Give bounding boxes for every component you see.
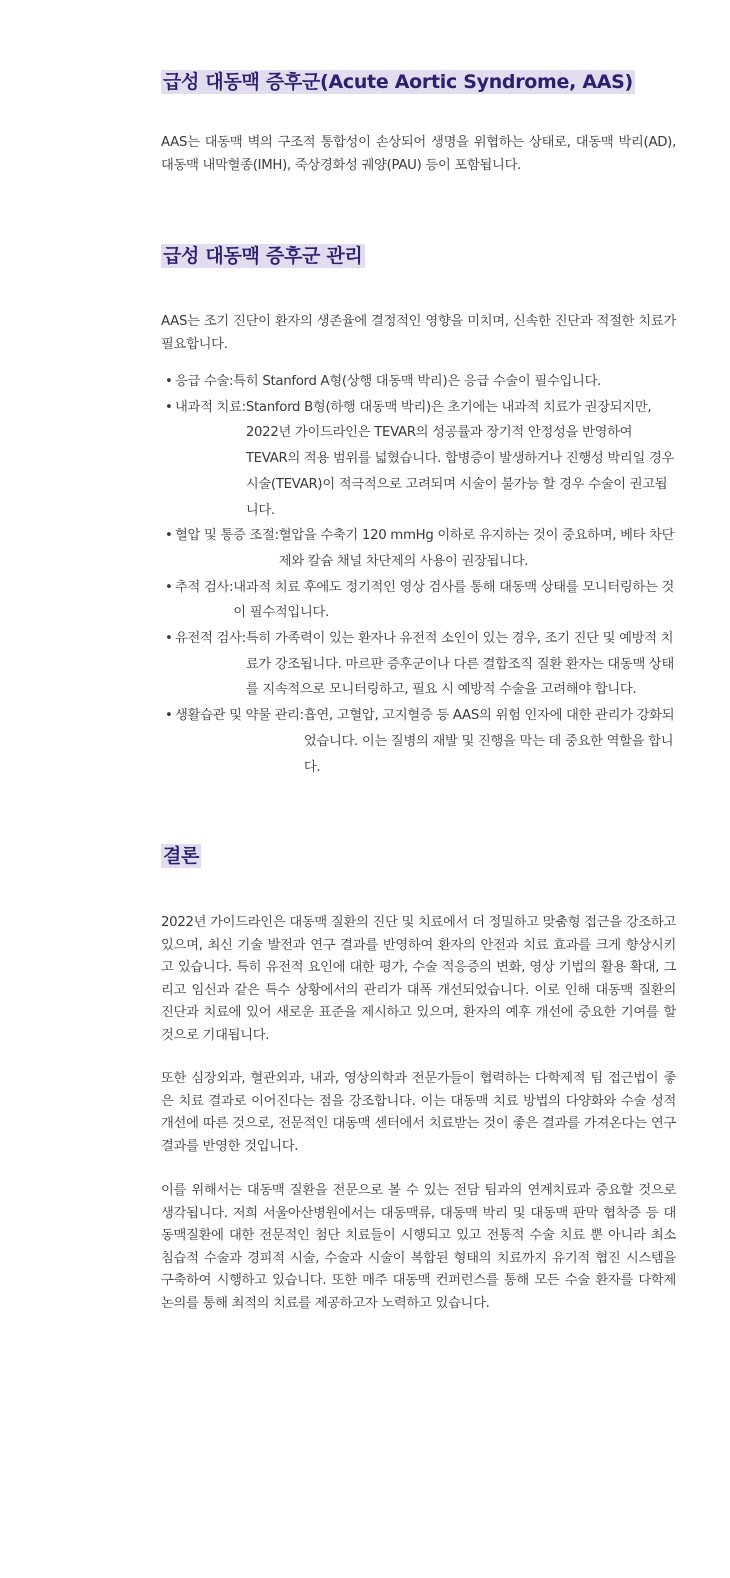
list-item-label: 내과적 치료: — [175, 399, 246, 415]
list-item-label: 추적 검사: — [175, 579, 234, 595]
list-item-text: 특히 Stanford A형(상행 대동맥 박리)은 응급 수술이 필수입니다. — [233, 374, 602, 389]
management-intro-paragraph: AAS는 조기 진단이 환자의 생존율에 결정적인 영향을 미치며, 신속한 진단과 적절한 치료가 필요합니다. — [161, 314, 676, 352]
list-item-label: 생활습관 및 약물 관리: — [175, 708, 304, 724]
section-title-management: 급성 대동맥 증후군 관리 — [163, 245, 363, 267]
bullet-icon: • — [165, 579, 173, 595]
conclusion-paragraph: 2022년 가이드라인은 대동맥 질환의 진단 및 치료에서 더 정밀하고 맞춤형 접근을 강조하고 있으며, 최신 기술 발전과 연구 결과를 반영하여 환자의 안전과 치료 효과를 크게 향상시키고 있습니다. 특히 유전적 요인에 대한 평가, 수술 적응증의 변화, 영상 기법의 활용 확대, 그리고 임신과 같은 특수 상황에서의 관리가 대폭 개선되었습니다. 이로 인해 대동맥 질환의 진단과 치료에 있어 새로운 표준을 제시하고 있으며, 환자의 예후 개선에 중요한 기여를 할 것으로 기대됩니다. — [161, 915, 676, 1043]
section-title-conclusion: 결론 — [163, 845, 200, 868]
list-item-text: 내과적 치료 후에도 정기적인 영상 검사를 통해 대동맥 상태를 모니터링하는 것이 필수적입니다. — [233, 579, 674, 621]
list-item-text: 특히 가족력이 있는 환자나 유전적 소인이 있는 경우, 조기 진단 및 예방적 치료가 강조됩니다. 마르판 증후군이나 다른 결합조직 질환 환자는 대동맥 상태를 지속적으로 모니터링하고, 필요 시 예방적 수술을 고려해야 합니다. — [245, 631, 674, 698]
bullet-icon: • — [165, 374, 173, 389]
list-item — [165, 523, 676, 574]
list-item — [165, 626, 676, 703]
list-item-text: Stanford B형(하행 대동맥 박리)은 초기에는 내과적 치료가 권장되지만, 2022년 가이드라인은 TEVAR의 성공률과 장기적 안정성을 반영하여 TEVAR의 적용 범위를 넓혔습니다. 합병증이 발생하거나 진행성 박리일 경우 시술(TEVAR)이 적극적으로 고려되며 시술이 불가능 할 경우 수술이 권고됩니다. — [245, 399, 675, 518]
list-item-text: 혈압을 수축기 120 mmHg 이하로 유지하는 것이 중요하며, 베타 차단제와 칼슘 채널 차단제의 사용이 권장됩니다. — [278, 528, 675, 569]
list-item-label: 응급 수술: — [175, 374, 234, 389]
list-item — [165, 395, 676, 524]
conclusion-paragraph: 또한 심장외과, 혈관외과, 내과, 영상의학과 전문가들이 협력하는 다학제적 팀 접근법이 좋은 치료 결과로 이어진다는 점을 강조합니다. 이는 대동맥 치료 방법의 다양화와 수술 성적 개선에 따른 것으로, 전문적인 대동맥 센터에서 치료받는 것이 좋은 결과를 가져온다는 연구 결과를 반영한 것입니다. — [161, 1071, 676, 1154]
aas-definition-paragraph: AAS는 대동맥 벽의 구조적 통합성이 손상되어 생명을 위협하는 상태로, 대동맥 박리(AD), 대동맥 내막혈종(IMH), 죽상경화성 궤양(PAU) 등이 포함됩니다. — [161, 135, 676, 173]
list-item — [165, 703, 676, 780]
conclusion-paragraph: 이를 위해서는 대동맥 질환을 전문으로 볼 수 있는 전담 팀과의 연계치료과 중요할 것으로 생각됩니다. 저희 서울아산병원에서는 대동맥류, 대동맥 박리 및 대동맥 판막 협착증 등 대동맥질환에 대한 전문적인 첨단 치료들이 시행되고 있고 전통적 수술 치료 뿐 아니라 최소 침습적 수술과 경피적 시술, 수술과 시술이 복합된 형태의 치료까지 유기적 협진 시스템을 구축하여 시행하고 있습니다. 또한 매주 대동맥 컨퍼런스를 통해 모든 수술 환자를 다학제 논의를 통해 최적의 치료를 제공하고자 노력하고 있습니다. — [161, 1183, 676, 1311]
list-item-label: 혈압 및 통증 조절: — [175, 528, 279, 544]
list-item — [165, 575, 676, 626]
list-item — [165, 369, 676, 395]
section-title-aas: 급성 대동맥 증후군(Acute Aortic Syndrome, AAS) — [163, 71, 633, 93]
bullet-icon: • — [165, 528, 173, 544]
bullet-icon: • — [165, 631, 173, 647]
bullet-icon: • — [165, 708, 173, 724]
management-list — [161, 369, 676, 780]
bullet-icon: • — [165, 399, 173, 415]
list-item-text: 흡연, 고혈압, 고지혈증 등 AAS의 위험 인자에 대한 관리가 강화되었습니다. 이는 질병의 재발 및 진행을 막는 데 중요한 역할을 합니다. — [303, 708, 675, 775]
list-item-label: 유전적 검사: — [175, 631, 246, 647]
